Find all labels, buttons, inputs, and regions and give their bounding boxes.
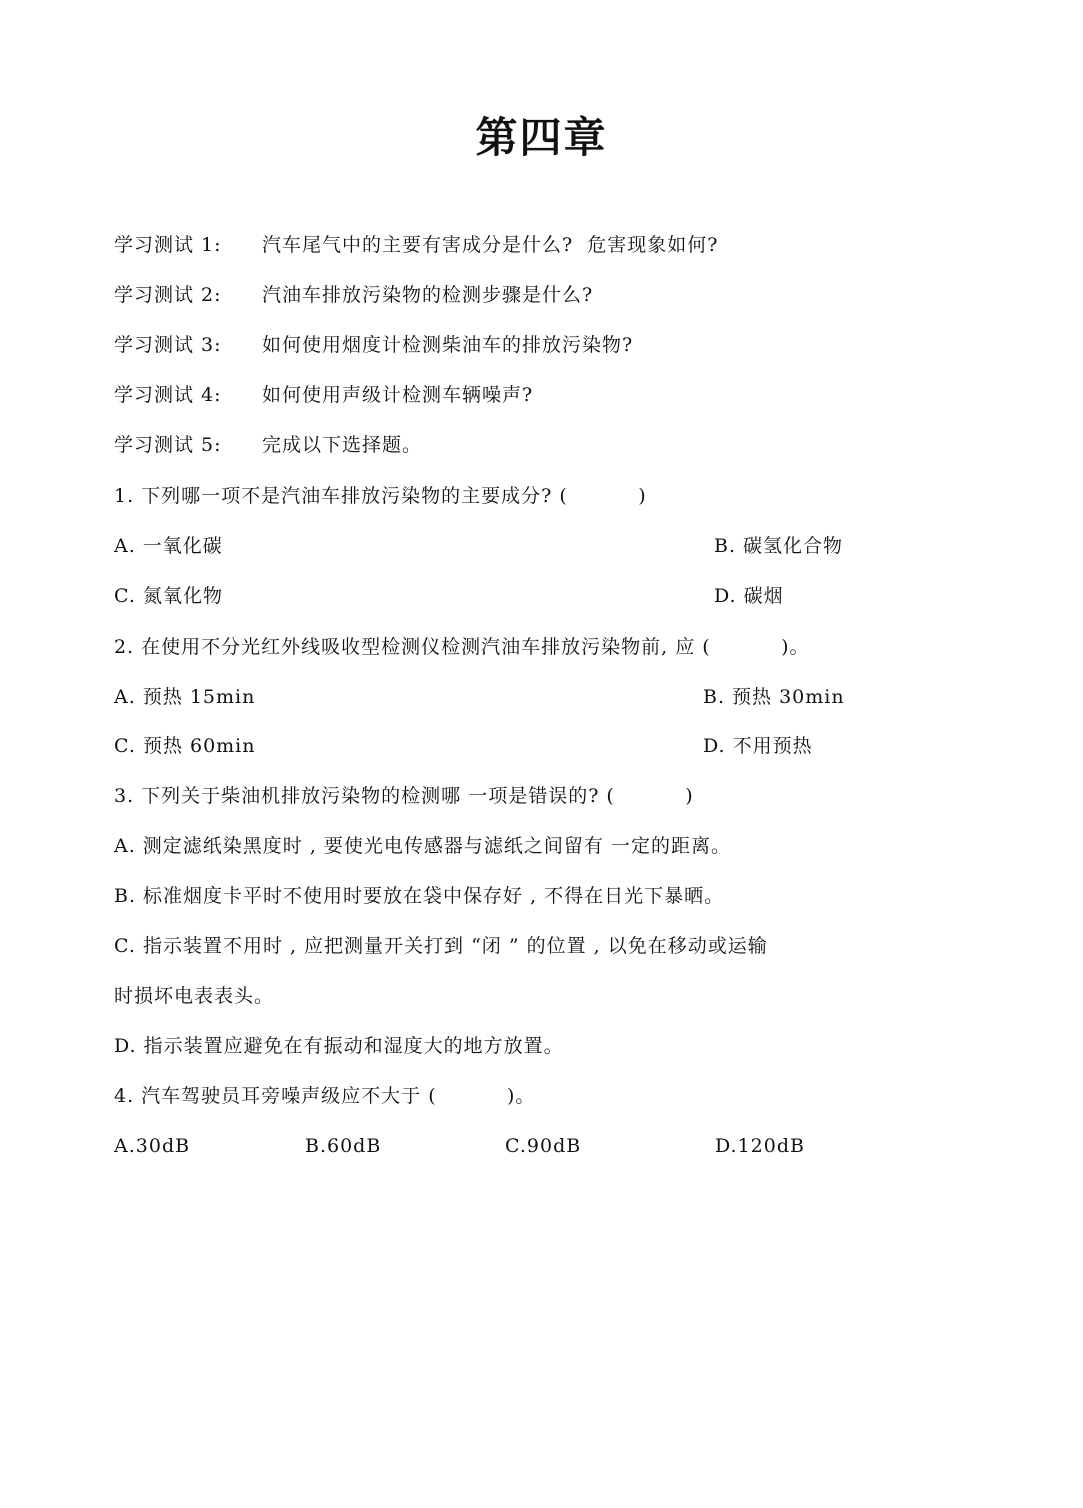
question-3-option-c: C. 指示装置不用时 , 应把测量开关打到 “闭 ” 的位置 , 以免在移动或运输 (114, 935, 768, 957)
question-3-option-c-continued: 时损坏电表表头。 (114, 985, 275, 1007)
question-1-option-a: A. 一氧化碳 (114, 535, 223, 557)
test-1-text: 汽车尾气中的主要有害成分是什么? 危害现象如何? (262, 234, 719, 256)
test-5-label: 学习测试 5: (114, 434, 222, 456)
question-1-stem: 1. 下列哪一项不是汽油车排放污染物的主要成分? ( ) (114, 485, 647, 507)
question-3-stem: 3. 下列关于柴油机排放污染物的检测哪 一项是错误的? ( ) (114, 785, 694, 807)
test-4-text: 如何使用声级计检测车辆噪声? (262, 384, 534, 406)
question-4-option-d: D.120dB (715, 1135, 805, 1157)
question-1-option-d: D. 碳烟 (714, 585, 784, 607)
question-3-option-d: D. 指示装置应避免在有振动和湿度大的地方放置。 (114, 1035, 564, 1057)
question-4-option-b: B.60dB (305, 1135, 382, 1157)
test-1-label: 学习测试 1: (114, 234, 222, 256)
test-2-text: 汽油车排放污染物的检测步骤是什么? (262, 284, 594, 306)
question-2-option-d: D. 不用预热 (703, 735, 813, 757)
question-4-option-c: C.90dB (505, 1135, 582, 1157)
question-3-option-a: A. 测定滤纸染黑度时 , 要使光电传感器与滤纸之间留有 一定的距离。 (114, 835, 731, 857)
question-2-option-b: B. 预热 30min (703, 686, 845, 708)
question-2-option-c: C. 预热 60min (114, 735, 256, 757)
test-3-label: 学习测试 3: (114, 334, 222, 356)
test-3-text: 如何使用烟度计检测柴油车的排放污染物? (262, 334, 634, 356)
test-4-label: 学习测试 4: (114, 384, 222, 406)
question-4-option-a: A.30dB (114, 1135, 191, 1157)
question-4-stem: 4. 汽车驾驶员耳旁噪声级应不大于 ( )。 (114, 1085, 536, 1107)
test-5-text: 完成以下选择题。 (262, 434, 423, 456)
question-2-stem: 2. 在使用不分光红外线吸收型检测仪检测汽油车排放污染物前, 应 ( )。 (114, 636, 810, 658)
question-2-option-a: A. 预热 15min (114, 686, 256, 708)
test-2-label: 学习测试 2: (114, 284, 222, 306)
question-1-option-c: C. 氮氧化物 (114, 585, 223, 607)
question-3-option-b: B. 标准烟度卡平时不使用时要放在袋中保存好 , 不得在日光下暴晒。 (114, 885, 725, 907)
chapter-title: 第四章 (475, 113, 608, 162)
question-1-option-b: B. 碳氢化合物 (714, 535, 844, 557)
